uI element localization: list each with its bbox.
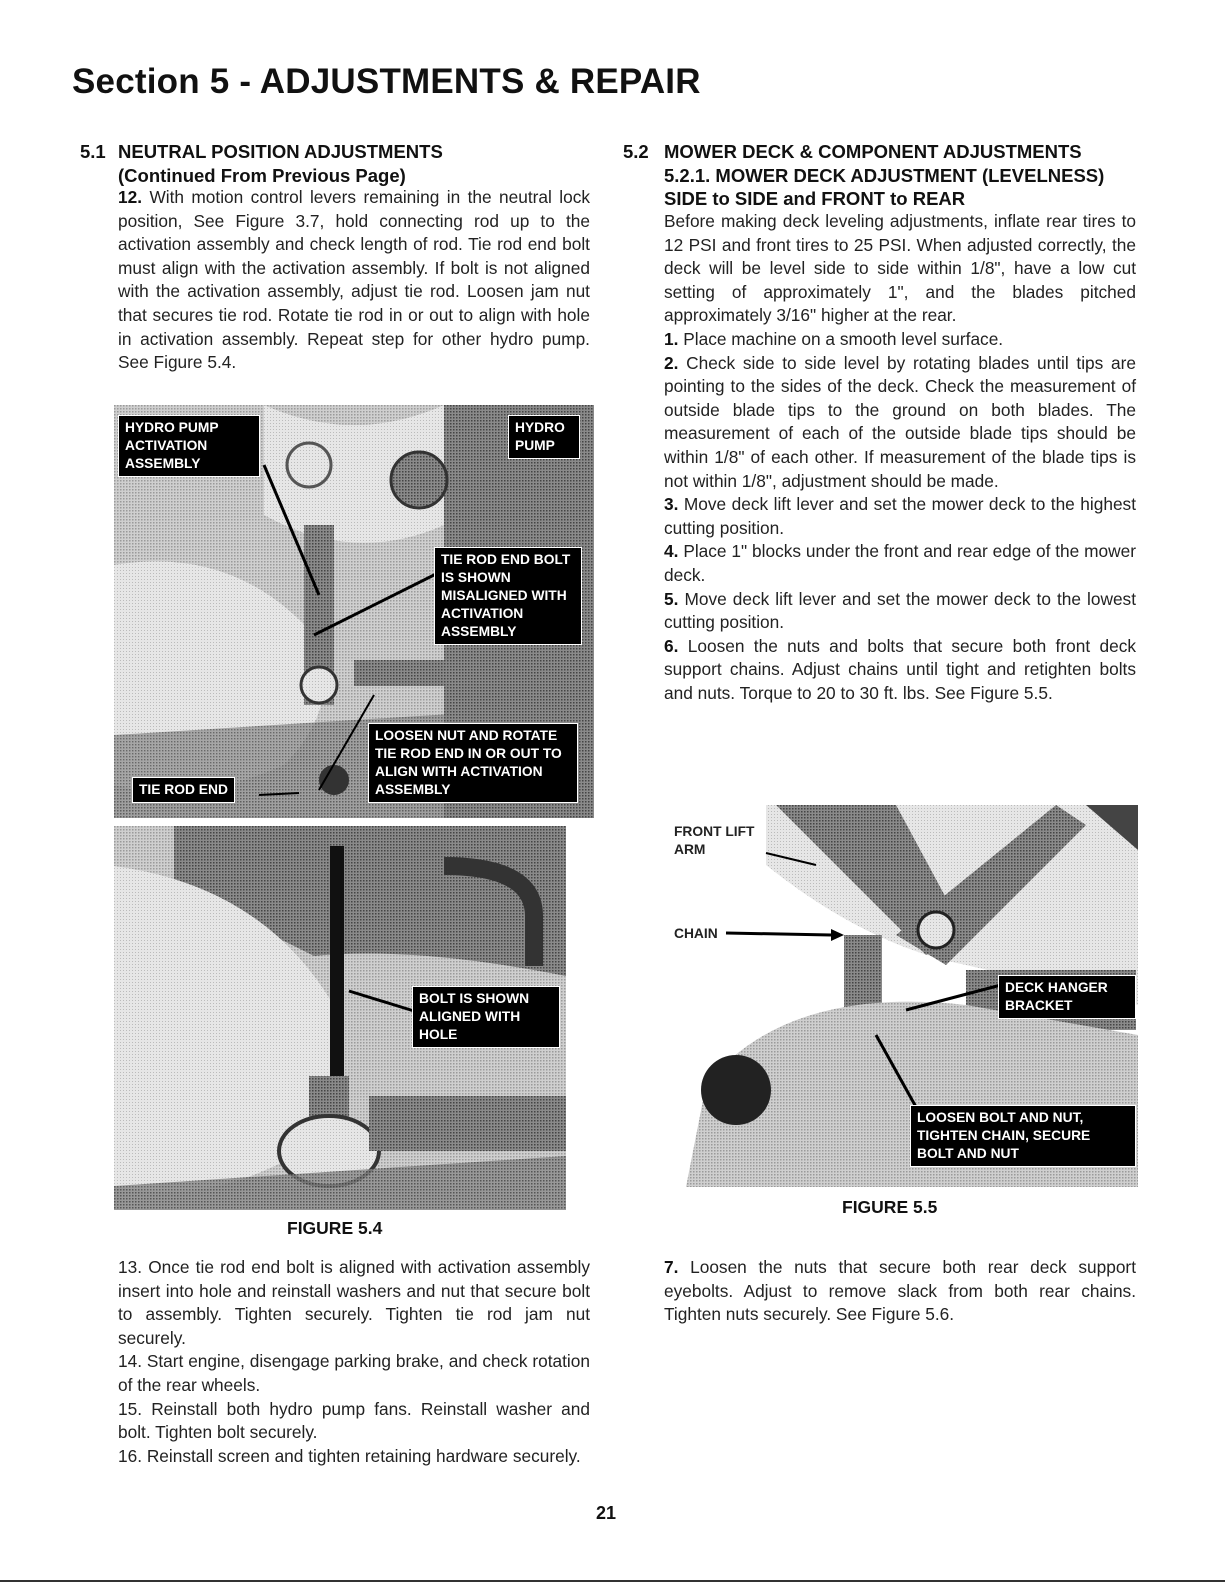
section-5-2-number: 5.2	[623, 141, 649, 162]
label-loosen-bolt: LOOSEN BOLT AND NUT, TIGHTEN CHAIN, SECURE BOLT AND NUT	[910, 1105, 1136, 1167]
label-hydro-pump: HYDRO PUMP	[508, 415, 580, 459]
subsection-5-2-1-title: 5.2.1. MOWER DECK ADJUSTMENT (LEVELNESS)	[664, 165, 1105, 186]
step-5	[664, 588, 1136, 635]
steps-13-16	[118, 1256, 590, 1468]
label-bolt-aligned: BOLT IS SHOWN ALIGNED WITH HOLE	[412, 986, 560, 1048]
step-7-number: 7.	[664, 1257, 679, 1277]
figure-5-4-caption: FIGURE 5.4	[287, 1218, 383, 1238]
section-5-1-title: NEUTRAL POSITION ADJUSTMENTS	[118, 141, 443, 162]
step-12-paragraph	[118, 186, 590, 375]
label-front-lift-arm: FRONT LIFT ARM	[674, 824, 755, 857]
figure-5-5-photo	[666, 805, 1138, 1187]
bottom-rule	[0, 1580, 1225, 1582]
label-loosen-nut: LOOSEN NUT AND ROTATE TIE ROD END IN OR OUT TO ALIGN WITH ACTIVATION ASSEMBLY	[368, 723, 578, 803]
step-14: 14. Start engine, disengage parking brake, and check rotation of the rear wheels.	[118, 1351, 590, 1395]
label-tie-rod-end: TIE ROD END	[132, 777, 235, 803]
step-4-number: 4.	[664, 541, 679, 562]
step-7-text: Loosen the nuts that secure both rear deck support eyebolts. Adjust to remove slack from both rear chains. Tighten nuts securely. See Figure 5.6.	[664, 1257, 1136, 1325]
step-6-number: 6.	[664, 635, 679, 656]
figure-5-4-top-photo	[114, 405, 594, 818]
step-5-number: 5.	[664, 588, 679, 609]
step-12-number: 12.	[118, 187, 143, 207]
intro-paragraph: Before making deck leveling adjustments, inflate rear tires to 12 PSI and front tires to 25 PSI. When adjusted correctly, the deck will be level side to side within 1/8", have a low cut setting of approximately 1", and the blades pitched approximately 3/16" higher at the rear.	[664, 211, 1136, 326]
step-2-number: 2.	[664, 352, 679, 373]
step-16: 16. Reinstall screen and tighten retaining hardware securely.	[118, 1445, 581, 1466]
step-6-text: Loosen the nuts and bolts that secure both front deck support chains. Adjust chains until tight and retighten bolts and nuts. Torque to 20 to 30 ft. lbs. See Figure 5.5.	[664, 635, 1136, 703]
figure-5-4-bottom-photo	[114, 826, 566, 1210]
continued-note: (Continued From Previous Page)	[118, 165, 406, 186]
step-4	[664, 540, 1136, 587]
label-chain: CHAIN	[674, 926, 718, 941]
page-title: Section 5 - ADJUSTMENTS & REPAIR	[72, 62, 701, 101]
step-7-paragraph	[664, 1256, 1136, 1327]
step-3-text: Move deck lift lever and set the mower deck to the highest cutting position.	[664, 494, 1136, 538]
label-hydro-pump-activation: HYDRO PUMP ACTIVATION ASSEMBLY	[118, 415, 260, 477]
deck-adjust-instructions	[664, 210, 1136, 705]
label-tie-rod-misaligned: TIE ROD END BOLT IS SHOWN MISALIGNED WITH ACTIVATION ASSEMBLY	[434, 547, 582, 645]
step-4-text: Place 1" blocks under the front and rear edge of the mower deck.	[664, 541, 1136, 585]
section-5-2-title: MOWER DECK & COMPONENT ADJUSTMENTS	[664, 141, 1082, 162]
step-1	[664, 328, 1136, 352]
step-13: 13. Once tie rod end bolt is aligned with activation assembly insert into hole and reinstall washers and nut that secure bolt to assembly. Tighten securely. Tighten tie rod jam nut securely.	[118, 1257, 590, 1348]
step-6	[664, 635, 1136, 706]
subsection-5-2-1-subtitle: SIDE to SIDE and FRONT to REAR	[664, 188, 966, 209]
step-1-text: Place machine on a smooth level surface.	[683, 328, 1004, 349]
step-15: 15. Reinstall both hydro pump fans. Reinstall washer and bolt. Tighten bolt securely.	[118, 1398, 590, 1443]
step-3-number: 3.	[664, 494, 679, 515]
step-5-text: Move deck lift lever and set the mower deck to the lowest cutting position.	[664, 588, 1137, 633]
step-2	[664, 352, 1136, 494]
page-number: 21	[596, 1503, 617, 1523]
step-2-text: Check side to side level by rotating blades until tips are pointing to the sides of the deck. Check the measurement of outside blade tips to the ground on both blades. The measurement of each of the outside blade tips should be within 1/8" of each other. If measurement of the blade tips is not within 1/8", adjustment should be made.	[664, 352, 1136, 491]
step-12-text: With motion control levers remaining in the neutral lock position, See Figure 3.7, hold connecting rod up to the activation assembly and check length of rod. Tie rod end bolt must align with the activation assembly. If bolt is not aligned with the activation assembly, adjust tie rod. Loosen jam nut that secures tie rod. Rotate tie rod in or out to align with hole in activation assembly. Repeat step for other hydro pump. See Figure 5.4.	[118, 187, 590, 373]
step-3	[664, 493, 1136, 540]
section-5-1-number: 5.1	[80, 141, 106, 162]
figure-5-5-caption: FIGURE 5.5	[842, 1197, 938, 1217]
step-1-number: 1.	[664, 328, 679, 349]
label-deck-hanger-bracket: DECK HANGER BRACKET	[998, 975, 1136, 1019]
